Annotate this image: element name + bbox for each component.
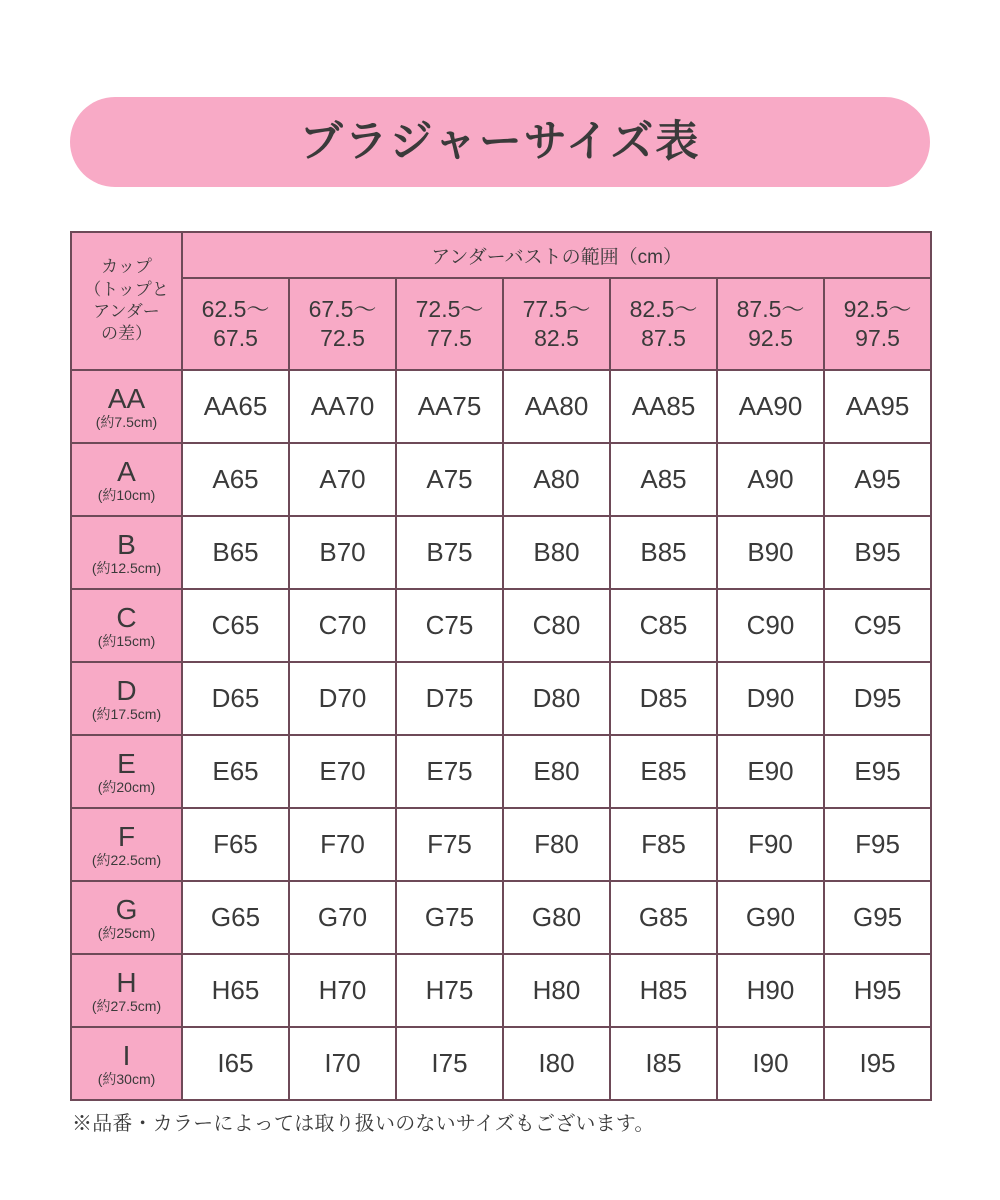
size-cell: C70	[289, 589, 396, 662]
range-header-cell-1	[182, 278, 289, 370]
cup-label-cell	[71, 881, 182, 954]
table-row	[71, 735, 931, 808]
size-table-container	[70, 231, 931, 1101]
range-header-cell-7	[824, 278, 931, 370]
size-cell: A80	[503, 443, 610, 516]
size-cell: G65	[182, 881, 289, 954]
size-cell: I90	[717, 1027, 824, 1100]
cup-label-cell	[71, 589, 182, 662]
size-cell: AA80	[503, 370, 610, 443]
cup-label-cell	[71, 370, 182, 443]
size-cell: B85	[610, 516, 717, 589]
cup-difference: (約10cm)	[97, 486, 156, 503]
size-cell: C75	[396, 589, 503, 662]
size-cell: D95	[824, 662, 931, 735]
size-cell: C85	[610, 589, 717, 662]
table-row	[71, 1027, 931, 1100]
cup-difference: (約30cm)	[97, 1070, 156, 1087]
size-cell: G70	[289, 881, 396, 954]
size-cell: E90	[717, 735, 824, 808]
range-header-cell-3	[396, 278, 503, 370]
cup-label-cell	[71, 443, 182, 516]
size-cell: I85	[610, 1027, 717, 1100]
size-cell: E95	[824, 735, 931, 808]
cup-label-cell	[71, 1027, 182, 1100]
cup-difference: (約25cm)	[97, 924, 156, 941]
cup-letter: C	[116, 601, 137, 633]
size-cell: H80	[503, 954, 610, 1027]
table-row	[71, 954, 931, 1027]
range-from-4: 77.5〜	[522, 295, 591, 322]
range-from-2: 67.5〜	[308, 295, 377, 322]
size-cell: D70	[289, 662, 396, 735]
table-row	[71, 662, 931, 735]
size-cell: C95	[824, 589, 931, 662]
cup-label-cell	[71, 735, 182, 808]
cup-label-cell	[71, 516, 182, 589]
cup-letter: A	[117, 455, 136, 487]
cup-difference: (約12.5cm)	[91, 559, 162, 576]
range-to-1: 67.5	[213, 325, 258, 351]
size-cell: A75	[396, 443, 503, 516]
range-to-6: 92.5	[748, 325, 793, 351]
size-cell: B65	[182, 516, 289, 589]
cup-letter: H	[116, 966, 137, 998]
table-header-row-1	[71, 232, 931, 278]
range-to-4: 82.5	[534, 325, 579, 351]
size-cell: I70	[289, 1027, 396, 1100]
table-body	[71, 370, 931, 1100]
table-row	[71, 808, 931, 881]
size-cell: H95	[824, 954, 931, 1027]
size-cell: B70	[289, 516, 396, 589]
size-cell: E75	[396, 735, 503, 808]
range-header-cell-2	[289, 278, 396, 370]
range-to-3: 77.5	[427, 325, 472, 351]
size-cell: I75	[396, 1027, 503, 1100]
size-cell: AA65	[182, 370, 289, 443]
size-cell: F75	[396, 808, 503, 881]
size-cell: A70	[289, 443, 396, 516]
size-cell: AA90	[717, 370, 824, 443]
size-cell: F90	[717, 808, 824, 881]
size-cell: D90	[717, 662, 824, 735]
cup-letter: D	[116, 674, 137, 706]
cup-difference: (約20cm)	[97, 778, 156, 795]
size-cell: I95	[824, 1027, 931, 1100]
range-from-7: 92.5〜	[843, 295, 912, 322]
size-cell: I80	[503, 1027, 610, 1100]
table-header-row-2	[71, 278, 931, 370]
size-cell: H70	[289, 954, 396, 1027]
size-cell: F95	[824, 808, 931, 881]
cup-difference: (約27.5cm)	[91, 997, 162, 1014]
cup-label-cell	[71, 808, 182, 881]
range-from-3: 72.5〜	[415, 295, 484, 322]
range-from-5: 82.5〜	[629, 295, 698, 322]
size-cell: H90	[717, 954, 824, 1027]
size-cell: F80	[503, 808, 610, 881]
table-row	[71, 443, 931, 516]
size-cell: A90	[717, 443, 824, 516]
size-cell: C65	[182, 589, 289, 662]
table-row	[71, 881, 931, 954]
size-cell: B80	[503, 516, 610, 589]
footnote: ※品番・カラーによっては取り扱いのないサイズもございます。	[72, 1113, 655, 1135]
size-cell: A85	[610, 443, 717, 516]
size-cell: D75	[396, 662, 503, 735]
table-row	[71, 370, 931, 443]
size-cell: G95	[824, 881, 931, 954]
size-cell: AA95	[824, 370, 931, 443]
cup-label-cell	[71, 662, 182, 735]
cup-difference: (約22.5cm)	[91, 851, 162, 868]
range-from-1: 62.5〜	[201, 295, 270, 322]
size-cell: E85	[610, 735, 717, 808]
cup-difference: (約7.5cm)	[95, 413, 158, 430]
size-cell: H85	[610, 954, 717, 1027]
underbust-header-cell: アンダーバストの範囲（cm）	[182, 232, 931, 278]
size-cell: D85	[610, 662, 717, 735]
size-cell: C90	[717, 589, 824, 662]
table-head	[71, 232, 931, 370]
bra-size-table	[70, 231, 932, 1101]
cup-letter: AA	[107, 382, 146, 414]
cup-difference: (約17.5cm)	[91, 705, 162, 722]
size-cell: G80	[503, 881, 610, 954]
size-cell: G90	[717, 881, 824, 954]
cup-letter: G	[115, 893, 138, 925]
table-row	[71, 589, 931, 662]
range-header-cell-4	[503, 278, 610, 370]
cup-header-line2: （トップと	[84, 279, 169, 299]
size-cell: B90	[717, 516, 824, 589]
range-to-5: 87.5	[641, 325, 686, 351]
size-cell: B95	[824, 516, 931, 589]
size-cell: D80	[503, 662, 610, 735]
range-to-2: 72.5	[320, 325, 365, 351]
size-cell: C80	[503, 589, 610, 662]
title-banner	[70, 97, 930, 187]
range-to-7: 97.5	[855, 325, 900, 351]
cup-letter: F	[117, 820, 136, 852]
size-cell: AA75	[396, 370, 503, 443]
cup-header-line3: アンダー	[93, 302, 160, 321]
size-cell: H75	[396, 954, 503, 1027]
page-title: ブラジャーサイズ表	[299, 117, 701, 166]
cup-letter: B	[117, 528, 136, 560]
cup-label-cell	[71, 954, 182, 1027]
size-cell: H65	[182, 954, 289, 1027]
cup-header-line1: カップ	[101, 257, 152, 277]
size-cell: F85	[610, 808, 717, 881]
size-cell: A65	[182, 443, 289, 516]
cup-difference: (約15cm)	[97, 632, 156, 649]
size-cell: F70	[289, 808, 396, 881]
size-cell: AA85	[610, 370, 717, 443]
size-cell: E65	[182, 735, 289, 808]
size-cell: F65	[182, 808, 289, 881]
size-cell: I65	[182, 1027, 289, 1100]
size-cell: A95	[824, 443, 931, 516]
table-row	[71, 516, 931, 589]
cup-letter: I	[122, 1039, 131, 1071]
cup-header-line4: の差）	[101, 324, 152, 344]
size-cell: AA70	[289, 370, 396, 443]
range-header-cell-6	[717, 278, 824, 370]
size-cell: G75	[396, 881, 503, 954]
cup-letter: E	[117, 747, 136, 779]
size-cell: G85	[610, 881, 717, 954]
size-cell: D65	[182, 662, 289, 735]
range-from-6: 87.5〜	[736, 295, 805, 322]
size-cell: E70	[289, 735, 396, 808]
size-cell: B75	[396, 516, 503, 589]
cup-header-cell	[71, 232, 182, 370]
size-cell: E80	[503, 735, 610, 808]
range-header-cell-5	[610, 278, 717, 370]
